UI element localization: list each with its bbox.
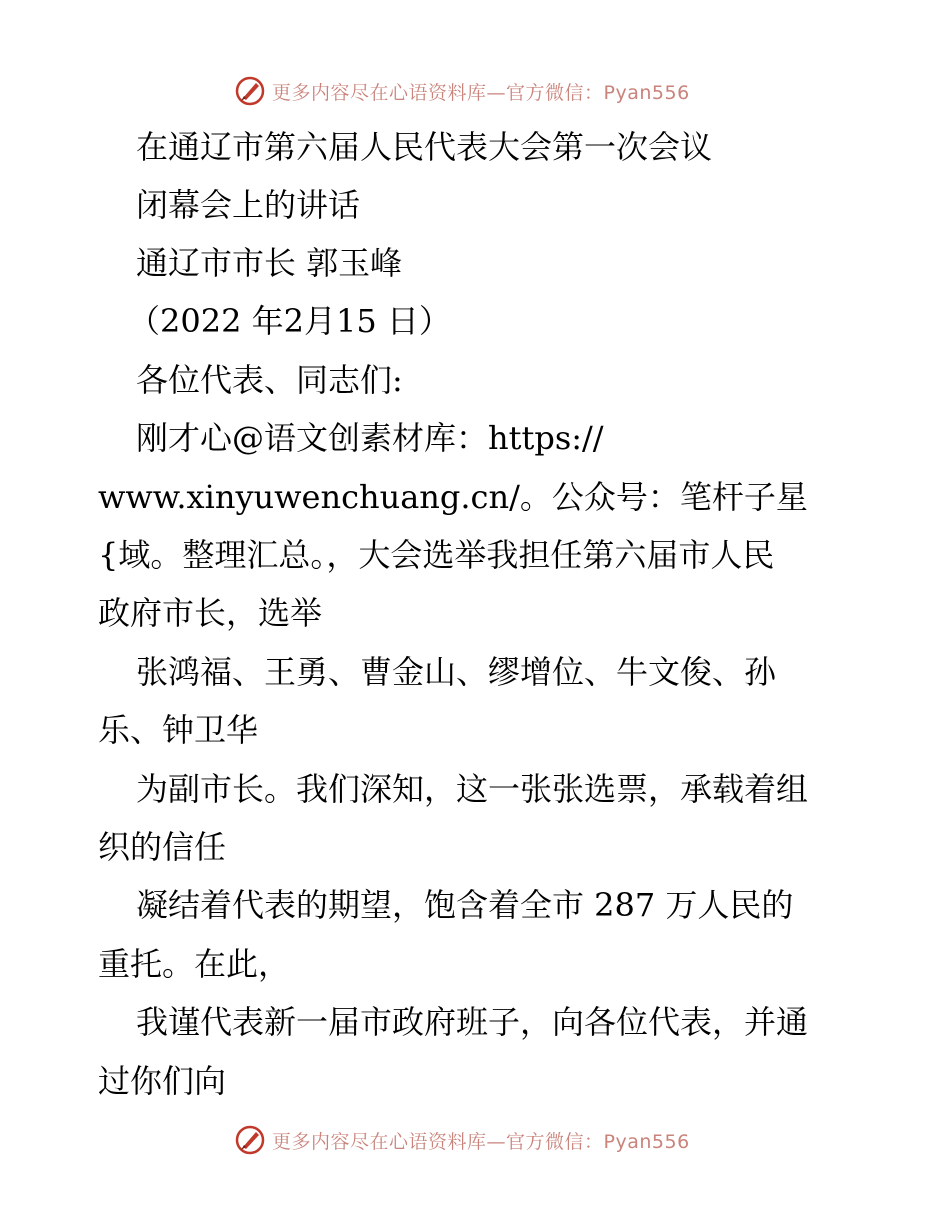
paragraph-line: 刚才心@语文创素材库：https:// [136, 419, 604, 457]
watermark-text: 更多内容尽在心语资料库—官方微信：Pyan556 [272, 1130, 690, 1153]
wechat-id: Pyan556 [603, 81, 690, 104]
paragraph-line: 凝结着代表的期望，饱含着全市 287 万人民的 [136, 886, 794, 924]
paragraph-line: 乐、钟卫华 [98, 711, 259, 749]
title-line-1: 在通辽市第六届人民代表大会第一次会议 [136, 128, 713, 166]
quill-logo-icon [234, 1124, 266, 1156]
watermark-text: 更多内容尽在心语资料库—官方微信：Pyan556 [272, 81, 690, 104]
title-line-2: 闭幕会上的讲话 [136, 186, 361, 224]
paragraph-line: 为副市长。我们深知，这一张张选票，承载着组 [136, 770, 809, 808]
salutation-line: 各位代表、同志们: [136, 361, 403, 399]
paragraph-line: 张鸿福、王勇、曹金山、缪增位、牛文俊、孙 [136, 653, 777, 691]
wechat-id: Pyan556 [603, 1130, 690, 1153]
paragraph-line: 我谨代表新一届市政府班子，向各位代表，并通 [136, 1003, 809, 1041]
paragraph-line: 织的信任 [98, 828, 227, 866]
header-watermark-banner [234, 71, 734, 111]
footer-watermark-banner [234, 1120, 734, 1160]
paragraph-line: {域。整理汇总。，大会选举我担任第六届市人民 [98, 536, 775, 574]
date-line: （2022 年2月15 日） [128, 302, 451, 340]
paragraph-line: www.xinyuwenchuang.cn/。公众号：笔杆子星 [98, 478, 808, 516]
author-line: 通辽市市长 郭玉峰 [136, 244, 403, 282]
quill-logo-icon [234, 75, 266, 107]
paragraph-line: 政府市长，选举 [98, 594, 323, 632]
paragraph-line: 重托。在此， [98, 945, 291, 983]
paragraph-line: 过你们向 [98, 1062, 227, 1100]
